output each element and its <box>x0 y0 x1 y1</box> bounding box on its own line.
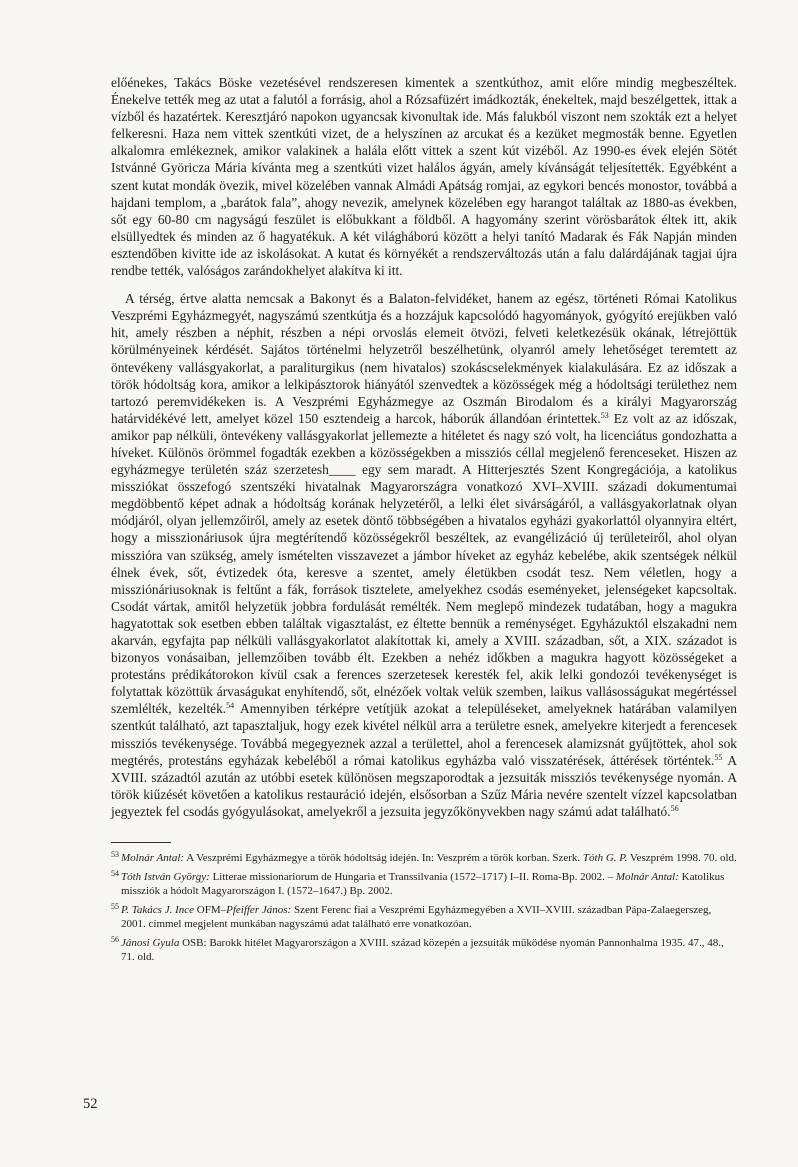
footnote-author: Molnár Antal: <box>121 852 185 865</box>
footnote-text <box>121 903 737 931</box>
footnote-author: Tóth István György: <box>121 871 210 884</box>
footnote-editor: Tóth G. P. <box>582 852 628 865</box>
footnote-author: Jánosi Gyula <box>121 937 180 950</box>
footnote-number: 54 <box>111 869 119 879</box>
paragraph-1: előénekes, Takács Böske vezetésével rendszeresen kimentek a szentkúthoz, amit előre mindig megbeszéltek. Énekelve tették meg az utat a falutól a forrásig, ahol a Rózsafüzért imádkozták, énekeltek, majd beszélgettek, ittak a vízből és hazatértek. Keresztjáró napokon ugyancsak kivonultak ide. Más falukból viszont nem szokták ezt a helyet felkeresni. Haza nem vittek szentkúti vizet, de a helyszínen az arcukat és a kezüket megmosták benne. Egyetlen alkalomra emlékeznek, amikor valakinek a halála előtt vittek a szent kút vizéből. Az 1990-es évek elején Sötét Istvánné Györicza Mária kívánta meg a szentkúti vizet halálos ágyán, amely kívánságát teljesítették. Egyébként a szent kutat mondák övezik, mivel közelében vannak Almádi Apátság romjai, az egykori bencés monostor, továbbá a hajdani templom, a „barátok fala”, ahogy nevezik, amelynek közelében egy harangot találtak az 1880-as években, sőt egy 60-80 cm nagyságú feszület is előbukkant a földből. A hagyomány szerint vörösbarátok éltek itt, akik elsüllyedtek és minden az ő hagyatékuk. A két világháború között a helyi tanító Madarak és Fák Napján minden esztendőben kivitte ide az iskolásokat. A kutat és környékét a rendszerváltozás után a falu dalárdájának tagjai újra rendbe tették, valóságos zarándokhelyet alakítva ki itt. <box>111 75 737 279</box>
footnote-editor: Molnár Antal: <box>615 871 679 884</box>
footnote-editor: Pfeiffer János: <box>226 904 292 917</box>
footnote-body: OSB: Barokk hitélet Magyarországon a XVIII. század közepén a jezsuiták működése nyomán Pannonhalma 1935. 47., 48., 71. old. <box>121 937 724 964</box>
footnote-divider <box>111 842 171 843</box>
footnote-55 <box>111 903 737 931</box>
paragraph-2-part-1: A térség, értve alatta nemcsak a Bakonyt és a Balaton-felvidéket, hanem az egész, történeti Római Katolikus Veszprémi Egyházmegyét, nagyszámú szentkútja és a hozzájuk kapcsolódó hagyományok, gyógyító erejükben való hit, amely részben a néphit, részben a népi orvoslás elemeit ötvözi, felveti keletkezésük okának, létrejöttük körülményeinek kérdését. Sajátos történelmi helyzetről beszélhetünk, olyanról amely lehetőséget teremtett az öntevékeny vallásgyakorlat, a paraliturgikus (nem hivatalos) szokáscselekmények kialakulására. Ez az időszak a török hódoltság kora, amikor a lelkipásztorok hiányától szenvedtek a közösségek még a hódoltsági területhez nem tartozó peremvidékeken is. A Veszprémi Egyházmegye az Oszmán Birodalom és a királyi Magyarország határvidékévé lett, amelyet közel 150 esztendeig a harcok, háborúk állandóan érintettek. <box>111 291 737 426</box>
footnote-body-2: Katolikus missziók a hódolt Magyarországon I. (1572–1647.) Bp. 2002. <box>121 871 725 898</box>
paragraph-2-part-4: A XVIII. századtól azután az utóbbi esetek különösen megszaporodtak a jezsuiták missziós tevékenysége nyomán. A török kiűzését követően a katolikus restauráció idején, elsősorban a Szűz Mária nevére szentelt vízzel kapcsolatban jegyeztek fel csodás gyógyulásokat, amelyekről a jezsuita jegyzőkönyvekben nagy számú adat található. <box>111 752 737 819</box>
footnote-body: Litterae missionariorum de Hungaria et Transsilvania (1572–1717) I–II. Roma-Bp. 2002. – <box>209 871 616 884</box>
footnote-text <box>121 851 737 865</box>
footnote-ref-53[interactable]: 53 <box>600 410 609 420</box>
footnote-56 <box>111 936 737 964</box>
footnote-number: 55 <box>111 902 119 912</box>
footnote-body: A Veszprémi Egyházmegye a török hódoltság idején. In: Veszprém a török korban. Szerk. <box>184 852 583 865</box>
footnote-text <box>121 936 737 964</box>
paragraph-2 <box>111 290 737 820</box>
page-body <box>111 74 737 969</box>
footnote-body: OFM– <box>194 904 227 917</box>
footnote-ref-56[interactable]: 56 <box>670 803 679 813</box>
footnote-53 <box>111 851 737 865</box>
footnote-54 <box>111 870 737 898</box>
footnote-ref-55[interactable]: 55 <box>714 752 723 762</box>
paragraph-2-part-3: Amennyiben térképre vetítjük azokat a településeket, amelyeknek határában valamilyen szentkút található, azt tapasztaljuk, hogy ezek kivétel nélkül arra a területre esnek, amelyekre kiterjedt a ferencesek missziós tevékenysége. Továbbá megegyeznek azzal a területtel, ahol a ferencesek alamizsnát gyűjtöttek, ahol sok megtérés, protestáns egyházak kebeléből a római katolikus egyházba való visszatérések, áttérések történtek. <box>111 701 738 768</box>
footnote-number: 53 <box>111 850 119 860</box>
footnote-body-2: Veszprém 1998. 70. old. <box>627 852 737 865</box>
footnote-ref-54[interactable]: 54 <box>226 701 235 711</box>
paragraph-2-part-2: Ez volt az az időszak, amikor pap nélküli, öntevékeny vallásgyakorlat jellemezte a hitéletet és nagy szó volt, ha licenciátus gondozhatta a híveket. Különös örömmel fogadták ezekben a közösségekben a missziós céllal megjelenő ferenceseket. Hiszen az egyházmegye területén száz szerzetesh____ egy sem maradt. A Hitterjesztés Szent Kongregációja, a katolikus missziókat összefogó szentszéki hivatalnak Magyarországra vonatkozó XVI–XVIII. századi dokumentumai megdöbbentő képet adnak a hódoltság korának helyzetéről, a lelki élet sivárságáról, a vallásgyakorlatnak olyan módjáról, olyan jellemzőiről, amely az esetek döntő többségében a hivatalos egyházi gyakorlattól olyannyira eltért, hogy a misszionáriusok újra megtérítendő közösségekről beszéltek, az evangélizáció új területeiről, ahol olyan misszióra van szükség, amely ismételten visszavezet a jámbor híveket az egyház kebelébe, akik szentségek nélkül élnek évek, sőt, évtizedek óta, keresve a szentet, amely életükben csodát tesz. Nem véletlen, hogy a missziónáriusoknak is feltűnt a fák, források tisztelete, amelyekhez csodás eseményeket, jelenségeket kapcsoltak. Csodát vártak, amitől helyzetük jobbra fordulását remélték. Nem meglepő mindezek tudatában, hogy a magukra hagyatottak sok esetben ebben találtak vigasztalást, ez éltette bennük a reménységet. Egyházuktól elszakadni nem akarván, egyfajta pap nélküli vallásgyakorlatot alakítottak ki, amely a XVIII. században, sőt, a XIX. századot is bizonyos vonásaiban, jellemzőiben tovább élt. Ezekben a nehéz időkben a magukra hagyott közösségeket a protestáns prédikátorokon kívül csak a ferences szerzetesek keresték fel, akik lelki gondozói tevékenységet is folytattak közöttük árvaságukat enyhítendő, sőt, elnézőek voltak velük szemben, laikus vallásosságukat megértéssel szemlélték, kezelték. <box>111 410 737 717</box>
footnote-number: 56 <box>111 935 119 945</box>
footnote-text <box>121 870 737 898</box>
footnote-author: P. Takács J. Ince <box>121 904 195 917</box>
footnote-body-2: Szent Ferenc fiai a Veszprémi Egyházmegyében a XVII–XVIII. században Pápa-Zalaegerszeg, 2001. címmel megjelent munkában nagyszámú adat található erre vonatkozóan. <box>121 904 712 931</box>
page-number: 52 <box>83 1096 98 1112</box>
